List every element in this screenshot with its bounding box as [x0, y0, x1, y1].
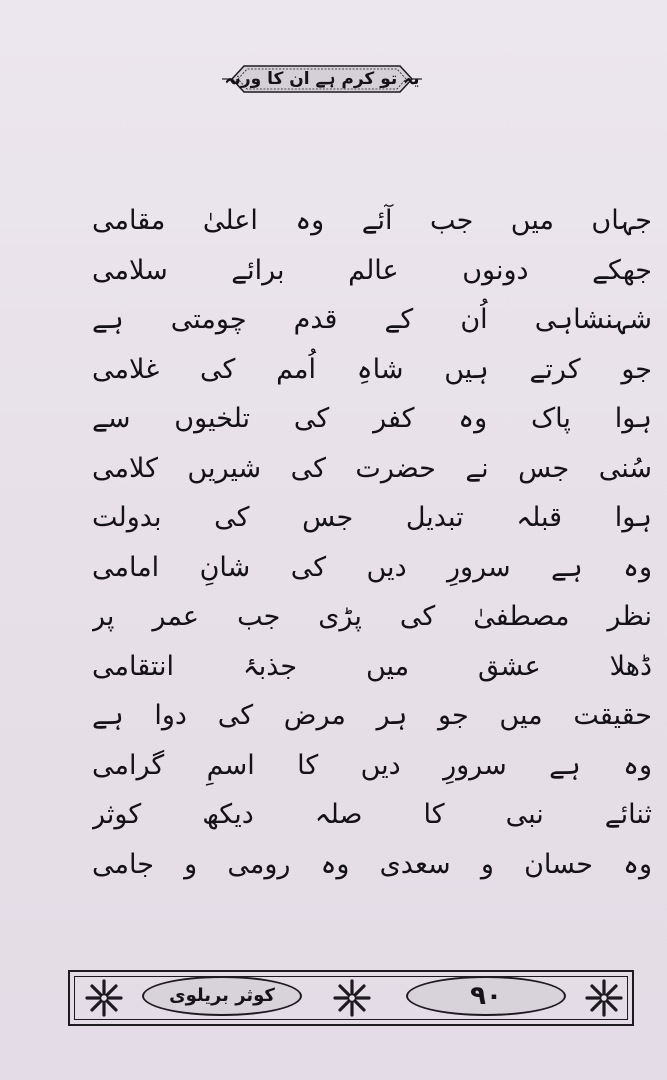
verse-line: شہنشاہی اُن کے قدم چومتی ہے: [92, 304, 652, 335]
verse-line: وہ ہے سرورِ دیں کا اسمِ گرامی: [92, 749, 652, 781]
running-header-title: یہ تو کرم ہے ان کا ورنہ: [224, 69, 420, 89]
verse-line: ہوا قبلہ تبدیل جس کی بدولت: [92, 502, 652, 533]
verse-line: جہاں میں جب آئے وہ اعلیٰ مقامی: [92, 205, 652, 236]
page-number-oval: ٩٠: [406, 976, 566, 1016]
verse-line: ثنائے نبی کا صلہ دیکھ کوثر: [92, 799, 652, 830]
page-footer: [68, 970, 634, 1026]
verse-line: وہ ہے سرورِ دیں کی شانِ امامی: [92, 551, 652, 583]
verse-line: جو کرتے ہیں شاہِ اُمم کی غلامی: [92, 353, 652, 385]
header-banner: [222, 62, 422, 96]
poet-name-oval: کوثر بریلوی: [142, 976, 302, 1016]
verse-line: سُنی جس نے حضرت کی شیریں کلامی: [92, 452, 652, 484]
verse-line: نظر مصطفیٰ کی پڑی جب عمر پر: [92, 601, 652, 632]
verse-line: وہ حسان و سعدی وہ رومی و جامی: [92, 848, 652, 880]
verse-line: حقیقت میں جو ہر مرض کی دوا ہے: [92, 700, 652, 731]
verse-line: جھکے دونوں عالم برائے سلامی: [92, 254, 652, 286]
asterisk-flower-icon: [332, 978, 372, 1018]
asterisk-flower-icon: [84, 978, 124, 1018]
verse-line: ڈھلا عشق میں جذبۂ انتقامی: [92, 650, 652, 682]
asterisk-flower-icon: [584, 978, 624, 1018]
verse-line: ہوا پاک وہ کفر کی تلخیوں سے: [92, 403, 652, 434]
poem-verses: [92, 196, 652, 889]
